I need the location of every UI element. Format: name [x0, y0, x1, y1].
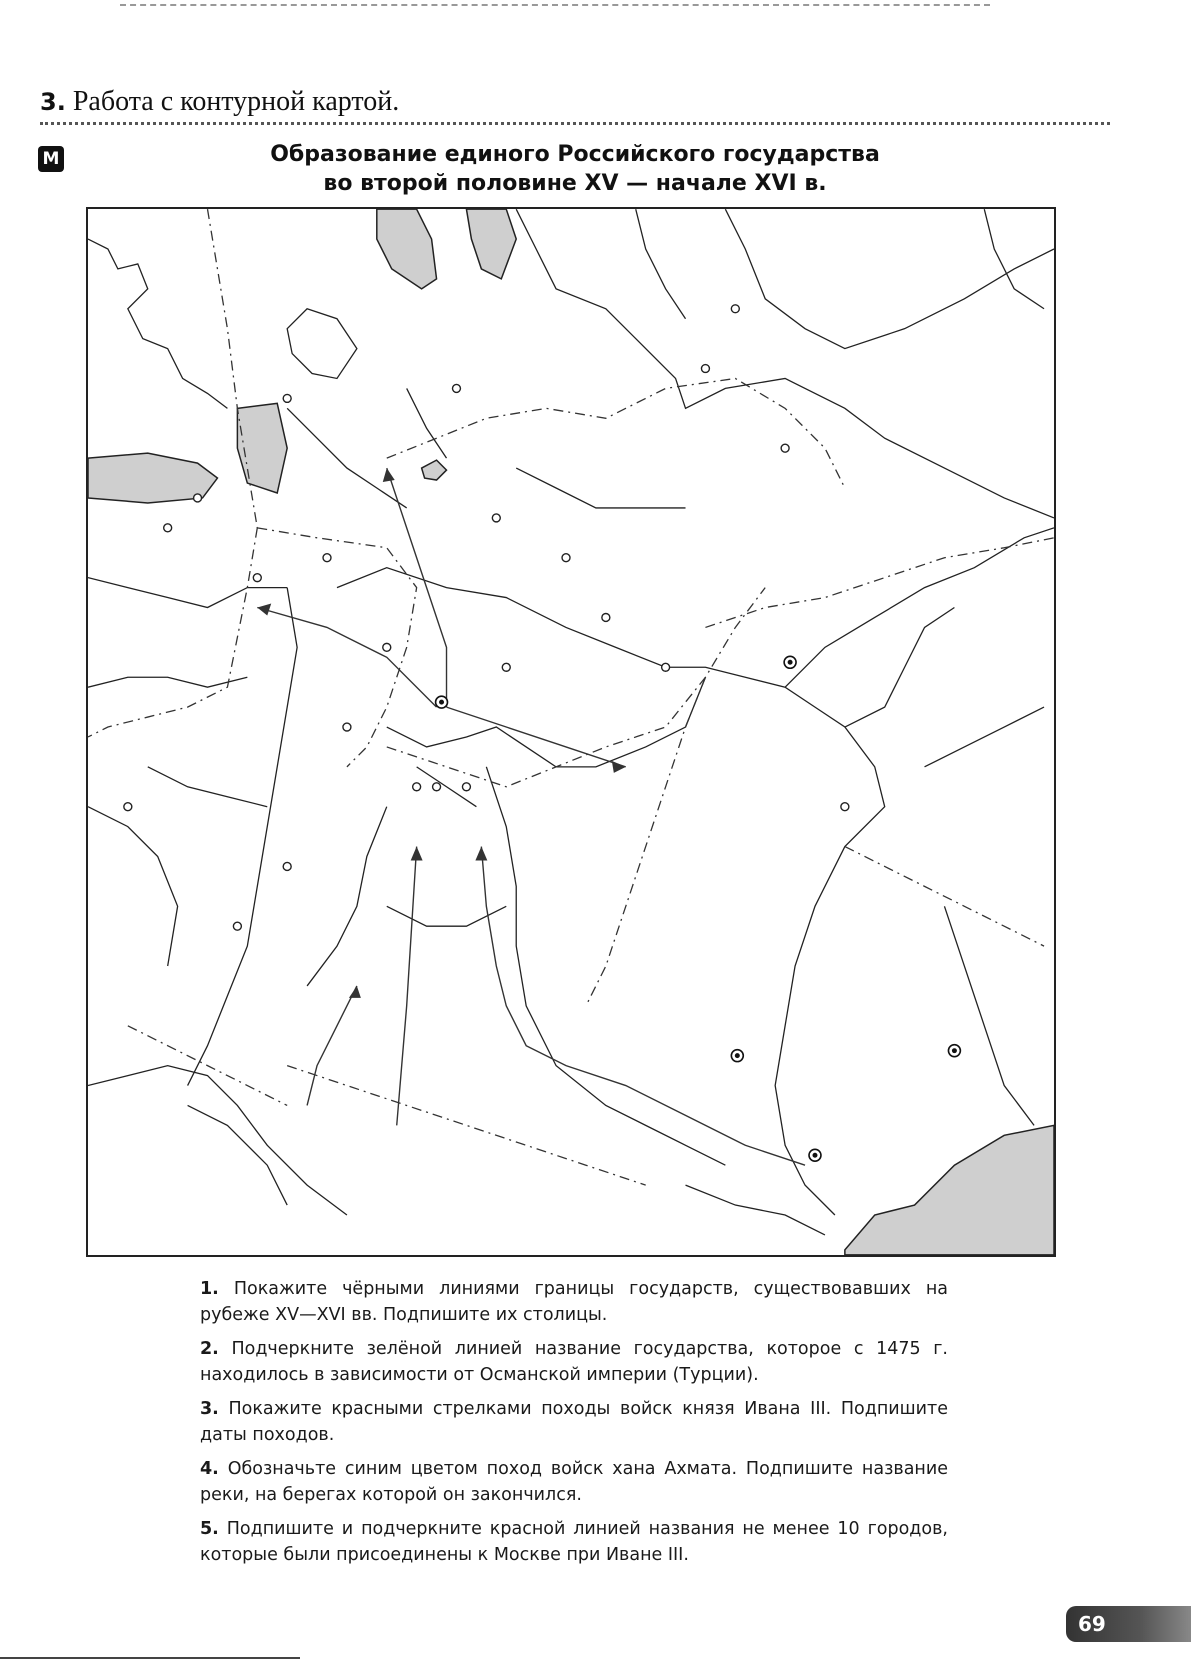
- border-muscovy-west: [257, 528, 416, 767]
- capital-dot-astrakhan: [952, 1048, 957, 1053]
- border-lithuania: [88, 528, 257, 737]
- dotted-divider: [40, 122, 1110, 125]
- river-belaya: [925, 707, 1045, 767]
- city-marker: [562, 554, 570, 562]
- lake-onega: [466, 209, 516, 279]
- city-marker: [492, 514, 500, 522]
- city-marker: [701, 365, 709, 373]
- city-marker: [602, 613, 610, 621]
- river-terek-basin: [686, 1185, 825, 1235]
- city-marker: [253, 574, 261, 582]
- city-marker: [781, 444, 789, 452]
- coastline-baltic: [88, 239, 227, 408]
- river-pechora: [725, 209, 1054, 348]
- task-number: 2.: [200, 1339, 219, 1359]
- task-item: [200, 1336, 948, 1388]
- city-marker: [194, 494, 202, 502]
- section-heading: [40, 86, 399, 118]
- task-item: [200, 1516, 948, 1568]
- capital-dot-moscow: [439, 700, 444, 705]
- black-sea-corner: [845, 1125, 1054, 1254]
- map-marker-icon: [38, 146, 64, 172]
- city-marker: [164, 524, 172, 532]
- city-marker: [452, 384, 460, 392]
- river-dnieper: [188, 588, 298, 1086]
- campaign-arrow-south: [397, 847, 417, 1126]
- city-marker: [462, 783, 470, 791]
- river-mezen: [636, 209, 686, 319]
- map-title-line-2: во второй половине XV — начале XVI в.: [323, 171, 827, 196]
- city-marker: [433, 783, 441, 791]
- river-desna: [307, 807, 387, 986]
- arrowhead-akhmat: [475, 847, 487, 861]
- river-southern-bug: [188, 1105, 288, 1205]
- arrowhead-south: [411, 847, 423, 861]
- river-neman: [88, 677, 247, 687]
- city-marker: [731, 305, 739, 313]
- task-text: Покажите красными стрелками походы войск князя Ивана III. Подпишите даты походов.: [200, 1399, 948, 1445]
- task-item: [200, 1456, 948, 1508]
- lake-ladoga: [377, 209, 437, 289]
- river-vistula: [88, 807, 178, 966]
- campaign-arrow-crimea: [307, 986, 357, 1106]
- page-number: 69: [1078, 1612, 1106, 1636]
- contour-map-drawing: [88, 209, 1054, 1255]
- city-marker: [502, 663, 510, 671]
- border-astrakhan: [845, 847, 1044, 947]
- campaign-arrow-kazan: [447, 707, 626, 767]
- city-marker: [124, 803, 132, 811]
- river-dniester: [88, 1066, 347, 1215]
- river-don: [486, 767, 725, 1165]
- city-marker: [343, 723, 351, 731]
- campaign-arrow-novgorod: [257, 608, 436, 708]
- city-marker: [383, 643, 391, 651]
- city-marker: [662, 663, 670, 671]
- map-title-line-1: Образование единого Российского государства: [270, 142, 880, 167]
- border-steppe: [586, 677, 706, 1006]
- section-number: 3.: [40, 88, 66, 116]
- city-marker: [841, 803, 849, 811]
- arrowhead-north: [383, 468, 395, 482]
- task-text: Подпишите и подчеркните красной линией названия не менее 10 городов, которые были присоединены к Москве при Иване III.: [200, 1519, 948, 1565]
- city-marker: [233, 922, 241, 930]
- river-sukhona: [516, 468, 685, 508]
- city-marker: [413, 783, 421, 791]
- page-bottom-line: [0, 1657, 300, 1659]
- task-number: 4.: [200, 1459, 219, 1479]
- lake-peipus: [237, 403, 287, 493]
- task-text: Подчеркните зелёной линией название государства, которое с 1475 г. находилось в зависимости от Османской империи (Турции).: [200, 1339, 948, 1385]
- map-title: [190, 140, 960, 198]
- page-number-tab: [1066, 1606, 1191, 1642]
- task-item: [200, 1396, 948, 1448]
- city-marker: [283, 862, 291, 870]
- arrowhead-kazan: [612, 761, 626, 773]
- task-text: Покажите чёрными линиями границы государств, существовавших на рубеже XV—XVI вв. Подпишите их столицы.: [200, 1279, 948, 1325]
- capital-dot-kazan: [788, 660, 793, 665]
- page-top-edge-line: [120, 4, 990, 6]
- city-marker: [283, 394, 291, 402]
- city-marker: [323, 554, 331, 562]
- lake-ilmen: [422, 460, 447, 480]
- river-northern-dvina: [516, 209, 1054, 518]
- task-number: 5.: [200, 1519, 219, 1539]
- capital-dot-sarai: [735, 1053, 740, 1058]
- task-number: 3.: [200, 1399, 219, 1419]
- river-ural: [944, 906, 1034, 1125]
- border-muscovy-east: [387, 378, 845, 488]
- task-text: Обозначьте синим цветом поход войск хана Ахмата. Подпишите название реки, на берегах которой он закончился.: [200, 1459, 948, 1505]
- river-volga: [337, 568, 885, 1215]
- river-volkhov: [287, 408, 407, 508]
- arrowhead-crimea: [349, 986, 361, 998]
- border-moldavia: [128, 1026, 287, 1106]
- border-south: [387, 588, 765, 787]
- river-oka: [387, 677, 706, 767]
- campaign-arrow-akhmat: [481, 847, 805, 1166]
- river-kama: [785, 528, 1054, 687]
- task-number: 1.: [200, 1279, 219, 1299]
- task-list: [200, 1276, 948, 1576]
- border-crimea: [287, 1066, 646, 1186]
- task-item: [200, 1276, 948, 1328]
- capital-dot-caucasus: [813, 1153, 818, 1158]
- lake-beloye-shore: [287, 309, 357, 379]
- badge-letter: М: [42, 149, 60, 169]
- section-title: Работа с контурной картой.: [72, 86, 400, 117]
- contour-map: [86, 207, 1056, 1257]
- arrowhead-novgorod: [257, 604, 271, 616]
- river-pripyat: [148, 767, 268, 807]
